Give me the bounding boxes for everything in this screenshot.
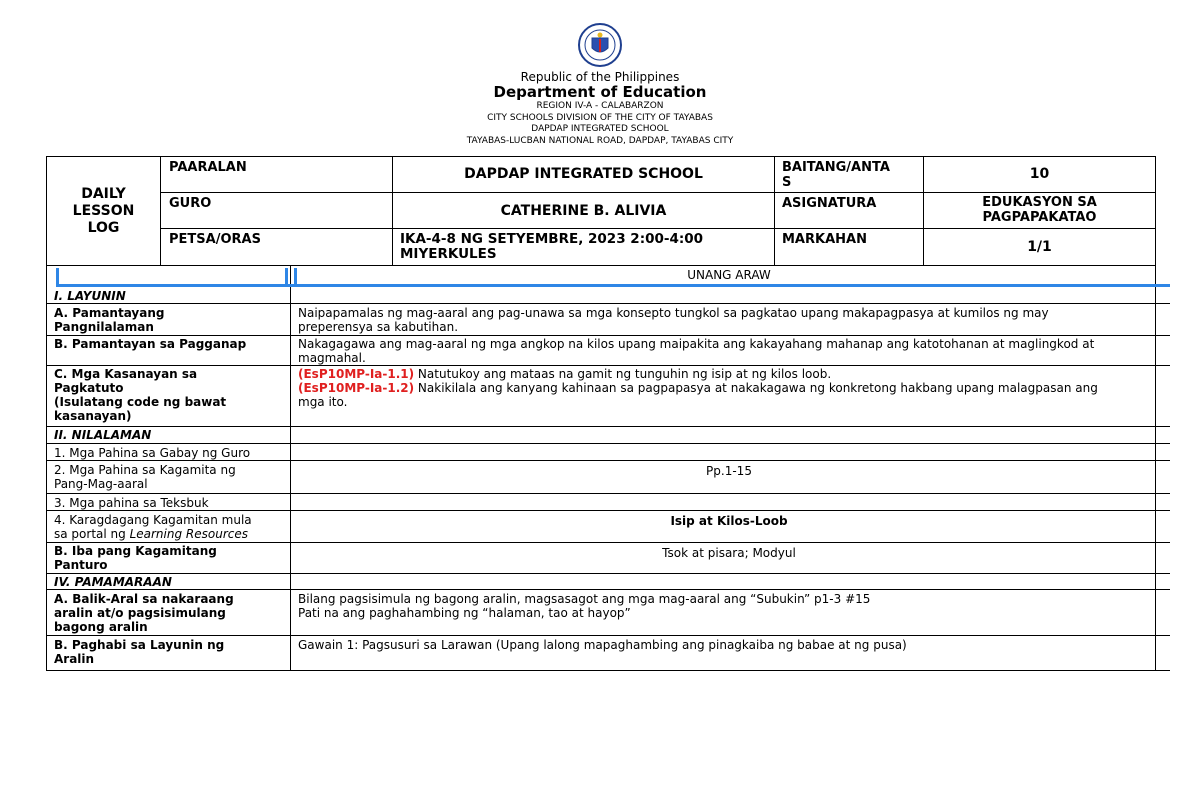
lesson-plan-table bbox=[46, 266, 1170, 670]
learning-resources-label: 4. Karagdagang Kagamitan mula sa portal ng Learning Resources bbox=[54, 513, 252, 541]
markahan-value: 1/1 bbox=[1027, 239, 1052, 255]
petsa-value: IKA-4-8 NG SETYEMBRE, 2023 2:00-4:00 MIYERKULES bbox=[400, 231, 704, 262]
kagamitan-mag-aaral-label: 2. Mga Pahina sa Kagamita ng Pang-Mag-aaral bbox=[54, 463, 236, 491]
pamamaraan-row bbox=[46, 574, 1170, 590]
paaralan-label: PAARALAN bbox=[169, 160, 247, 175]
day-header-row bbox=[46, 266, 1170, 288]
paghabi-layunin-label: B. Paghabi sa Layunin ng Aralin bbox=[54, 638, 225, 666]
paghabi-layunin-row bbox=[46, 636, 1170, 670]
teksbuk-row bbox=[46, 494, 1170, 511]
nilalaman-row bbox=[46, 427, 1170, 444]
asignatura-label: ASIGNATURA bbox=[782, 196, 877, 211]
school-text: DAPDAP INTEGRATED SCHOOL bbox=[531, 124, 669, 134]
pamantayang-pangnilalaman-text: Naipapamalas ng mag-aaral ang pag-unawa sa mga konsepto tungkol sa pagkatao upang makapagpasya at kumilos ng may preperensya sa kabutihan. bbox=[298, 306, 1049, 334]
kagamitan-mag-aaral-row bbox=[46, 461, 1170, 494]
teksbuk-label: 3. Mga pahina sa Teksbuk bbox=[54, 496, 209, 510]
iba-pang-kagamitan-label: B. Iba pang Kagamitang Panturo bbox=[54, 544, 217, 572]
nilalaman-heading: II. NILALAMAN bbox=[54, 428, 152, 442]
guro-value: CATHERINE B. ALIVIA bbox=[500, 203, 667, 219]
department-title: Department of Education bbox=[493, 83, 707, 101]
competency-code: (EsP10MP-Ia-1.2) bbox=[298, 381, 415, 395]
pamantayang-pangnilalaman-label: A. Pamantayang Pangnilalaman bbox=[54, 306, 165, 334]
petsa-label: PETSA/ORAS bbox=[169, 232, 261, 247]
layunin-heading: I. LAYUNIN bbox=[54, 289, 126, 303]
pamamaraan-heading: IV. PAMAMARAAN bbox=[54, 575, 172, 589]
iba-pang-kagamitan-value: Tsok at pisara; Modyul bbox=[662, 546, 796, 560]
guro-label: GURO bbox=[169, 196, 212, 211]
paaralan-value: DAPDAP INTEGRATED SCHOOL bbox=[464, 166, 703, 182]
asignatura-value: EDUKASYON SA PAGPAPAKATAO bbox=[982, 195, 1097, 225]
pamantayan-pagganap-row bbox=[46, 336, 1170, 366]
gabay-guro-label: 1. Mga Pahina sa Gabay ng Guro bbox=[54, 446, 251, 460]
pamantayan-pagganap-text: Nakagagawa ang mag-aaral ng mga angkop na kilos upang maipakita ang kakayahang mahanap ang katotohanan at maglingkod at magmahal. bbox=[298, 337, 1095, 365]
republic-text: Republic of the Philippines bbox=[520, 70, 680, 84]
baitang-label: BAITANG/ANTA S bbox=[782, 160, 890, 190]
deped-seal-icon bbox=[577, 22, 623, 68]
region-text: REGION IV-A - CALABARZON bbox=[536, 101, 664, 111]
division-text: CITY SCHOOLS DIVISION OF THE CITY OF TAYABAS bbox=[487, 113, 713, 123]
address-text: TAYABAS-LUCBAN NATIONAL ROAD, DAPDAP, TAYABAS CITY bbox=[466, 136, 734, 146]
balik-aral-row bbox=[46, 590, 1170, 636]
paghabi-layunin-text: Gawain 1: Pagsusuri sa Larawan (Upang lalong mapaghambing ang pinagkaiba ng babae at ng pusa) bbox=[298, 638, 907, 652]
iba-pang-kagamitan-row bbox=[46, 543, 1170, 574]
pamantayang-pangnilalaman-row bbox=[46, 304, 1170, 336]
baitang-value: 10 bbox=[1029, 166, 1050, 182]
lesson-info-table bbox=[46, 156, 1156, 266]
kagamitan-mag-aaral-value: Pp.1-15 bbox=[706, 464, 752, 478]
balik-aral-label: A. Balik-Aral sa nakaraang aralin at/o pagsisimulang bagong aralin bbox=[54, 592, 234, 634]
learning-resources-value: Isip at Kilos-Loob bbox=[670, 514, 788, 528]
gabay-guro-row bbox=[46, 444, 1170, 461]
competency-code: (EsP10MP-Ia-1.1) bbox=[298, 367, 415, 381]
pamantayan-pagganap-label: B. Pamantayan sa Pagganap bbox=[54, 337, 247, 351]
markahan-label: MARKAHAN bbox=[782, 232, 867, 247]
kasanayan-label: C. Mga Kasanayan sa Pagkatuto (Isulatang code ng bawat kasanayan) bbox=[54, 367, 227, 423]
learning-resources-row bbox=[46, 511, 1170, 543]
layunin-row bbox=[46, 288, 1170, 304]
kasanayan-row bbox=[46, 366, 1170, 427]
day-header-label: UNANG ARAW bbox=[687, 268, 771, 282]
balik-aral-text: Bilang pagsisimula ng bagong aralin, magsasagot ang mga mag-aaral ang “Subukin” p1-3 #15 Pati na ang paghahambing ng “halaman, tao at hayop” bbox=[298, 592, 871, 620]
daily-lesson-log-title: DAILY LESSON LOG bbox=[72, 186, 135, 236]
kasanayan-text: (EsP10MP-Ia-1.1) Natutukoy ang mataas na gamit ng tunguhin ng isip at ng kilos loob. (EsP10MP-Ia-1.2) Nakikilala ang kanyang kahinaan sa pagpapasya at nakakagawa ng konkretong hakbang upang malagpasan ang mga ito. bbox=[298, 367, 1098, 409]
